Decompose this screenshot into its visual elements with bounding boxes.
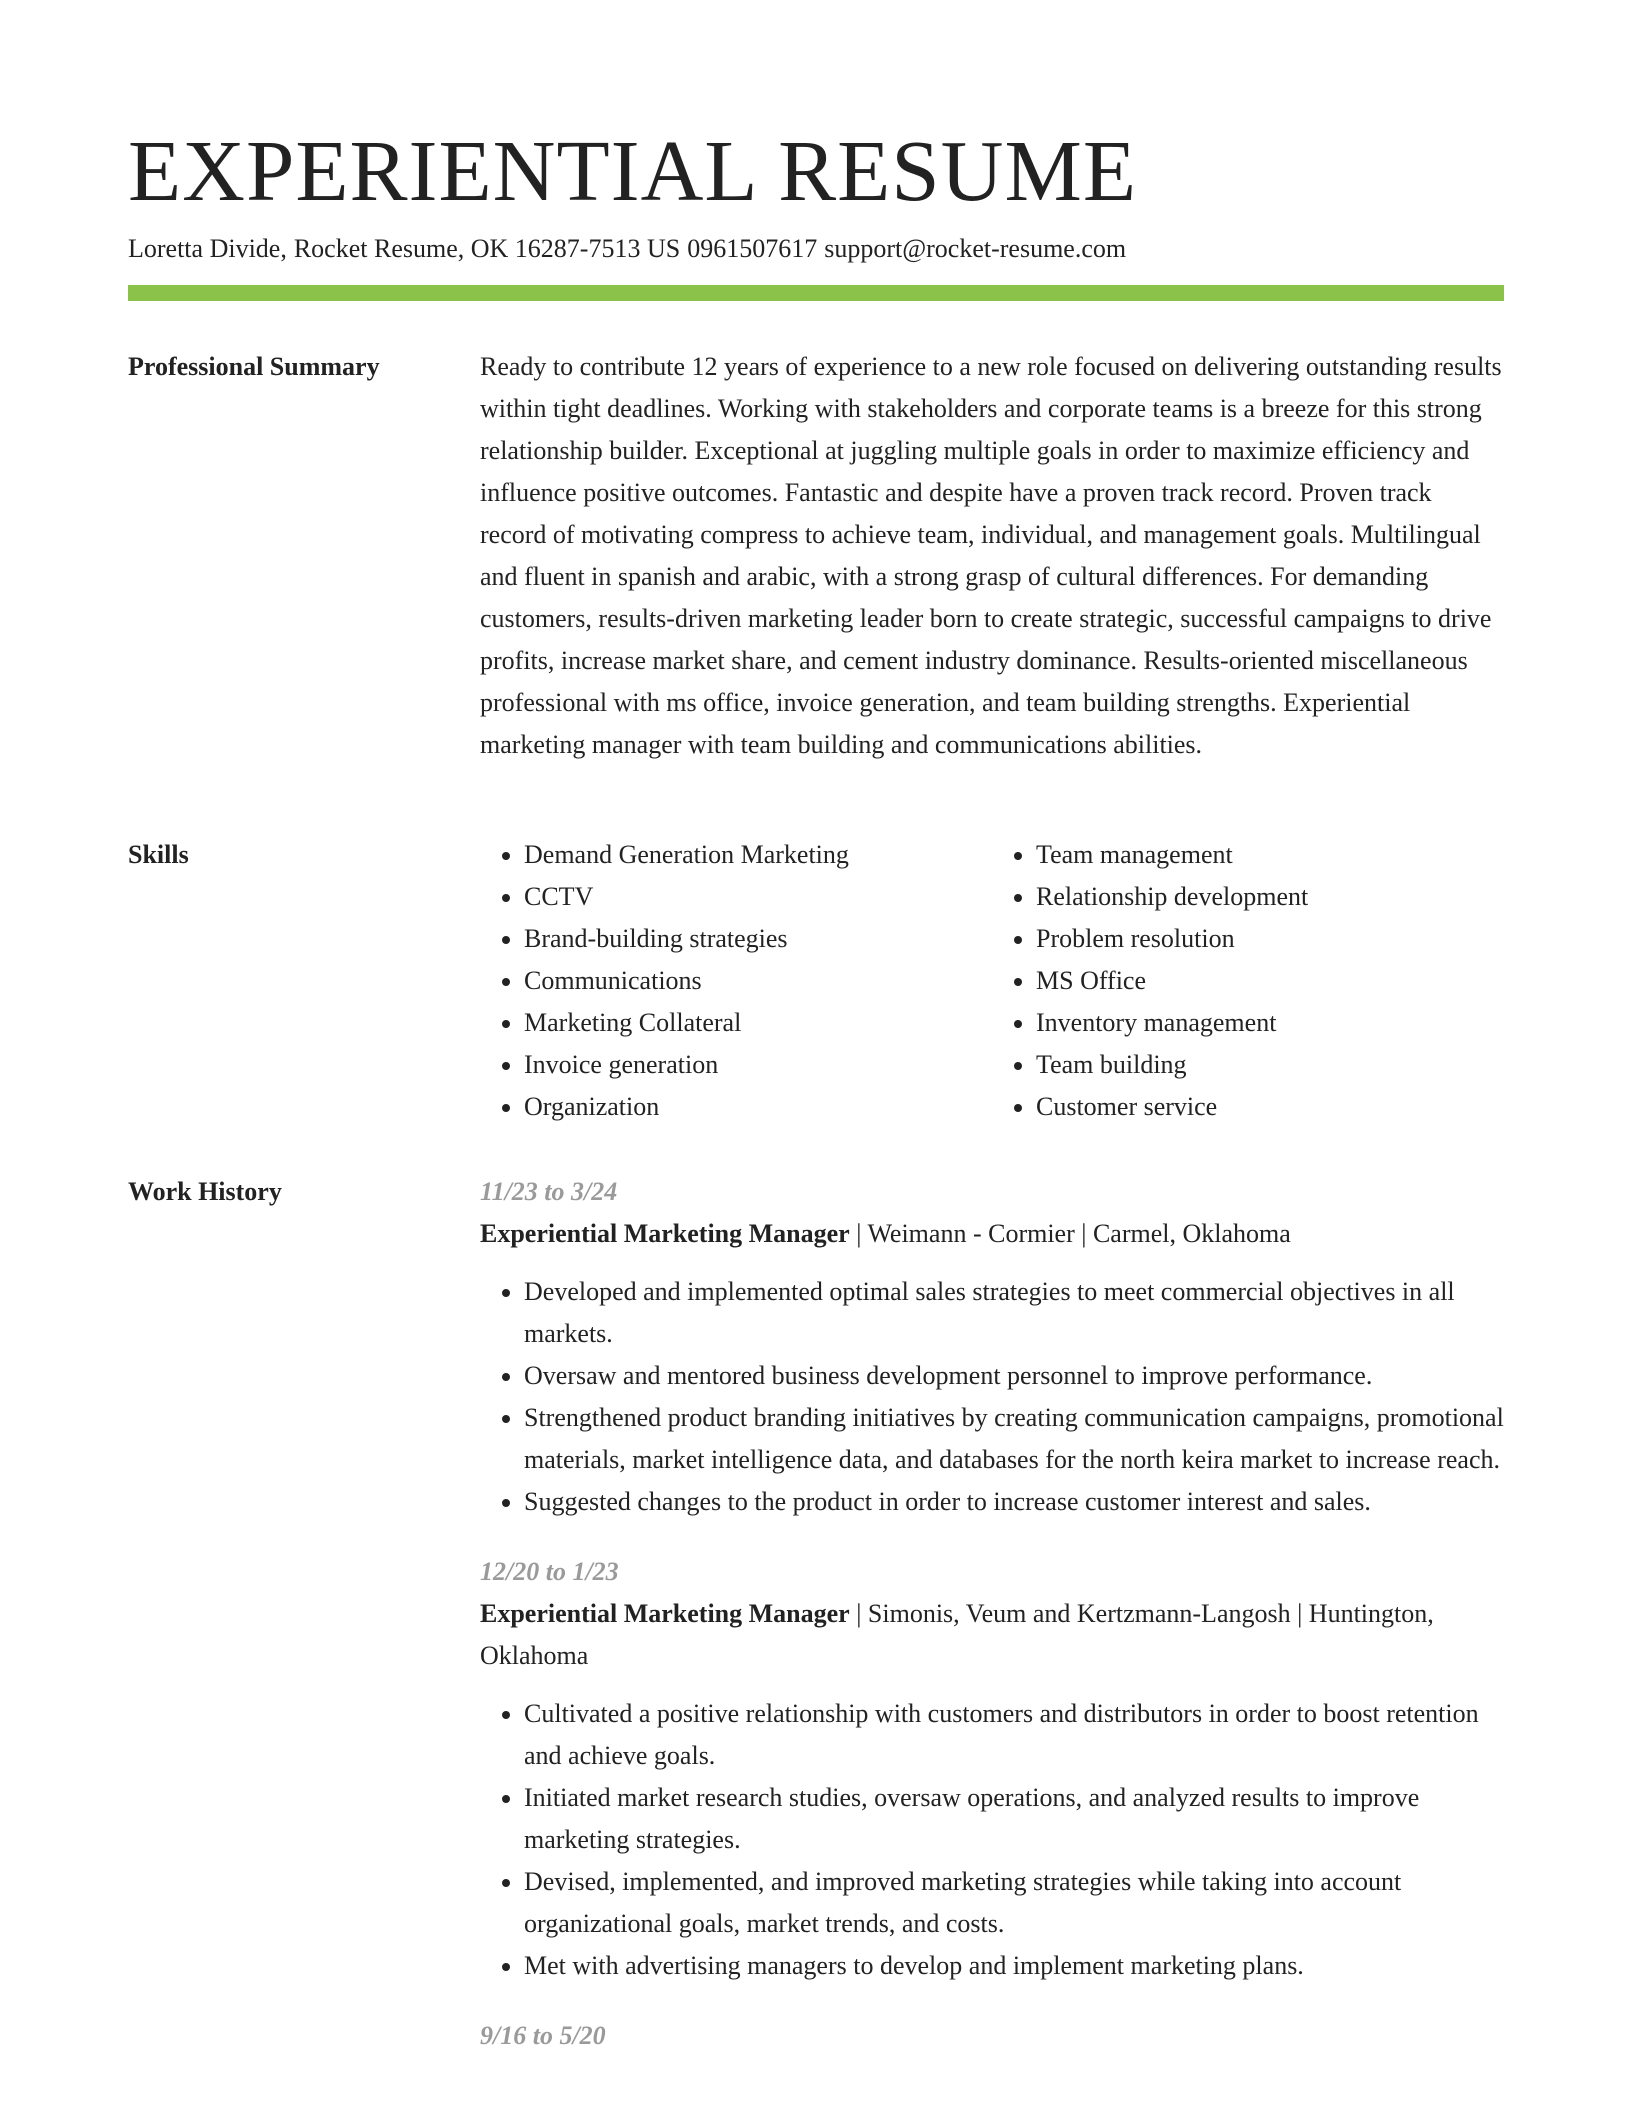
job-title: Experiential Marketing Manager (480, 1599, 850, 1628)
job-date: 12/20 to 1/23 (480, 1557, 619, 1586)
job-bullet: • Developed and implemented optimal sales strategies to meet commercial objectives in all markets. (524, 1271, 1504, 1355)
job-bullet: • Initiated market research studies, oversaw operations, and analyzed results to improve marketing strategies. (524, 1777, 1504, 1861)
job-bullets (480, 1271, 1504, 1523)
job-date: 11/23 to 3/24 (480, 1177, 618, 1206)
skill-item: • Team building (1036, 1044, 1504, 1086)
summary-heading: Professional Summary (128, 352, 380, 381)
skill-item: • Team management (1036, 834, 1504, 876)
contact-address: Rocket Resume, OK 16287-7513 US (293, 234, 681, 263)
skill-item: • Invoice generation (524, 1044, 992, 1086)
summary-body (480, 346, 1504, 766)
job-header (480, 1593, 1504, 1677)
job-bullet: • Oversaw and mentored business development personnel to improve performance. (524, 1355, 1504, 1397)
header-divider (128, 285, 1504, 301)
job-header (480, 1213, 1504, 1255)
contact-phone: 0961507617 (687, 234, 818, 263)
job-bullet: • Met with advertising managers to develop and implement marketing plans. (524, 1945, 1504, 1987)
skill-item: • Relationship development (1036, 876, 1504, 918)
skill-item: • Problem resolution (1036, 918, 1504, 960)
contact-email[interactable]: support@rocket-resume.com (824, 234, 1127, 263)
skill-item: • Customer service (1036, 1086, 1504, 1128)
contact-line (128, 232, 1126, 266)
skill-item: • MS Office (1036, 960, 1504, 1002)
job-title: Experiential Marketing Manager (480, 1219, 850, 1248)
job-date: 9/16 to 5/20 (480, 2021, 606, 2050)
job-entry (480, 2015, 1504, 2057)
job-bullet: • Strengthened product branding initiatives by creating communication campaigns, promotional materials, market intelligence data, and databases for the north keira market to increase reach. (524, 1397, 1504, 1481)
skill-item: • CCTV (524, 876, 992, 918)
job-bullet: • Devised, implemented, and improved marketing strategies while taking into account organizational goals, market trends, and costs. (524, 1861, 1504, 1945)
skills-list-left (480, 834, 992, 1128)
skill-item: • Communications (524, 960, 992, 1002)
job-bullets (480, 1693, 1504, 1987)
work-history-body (480, 1171, 1504, 2085)
job-details: | Simonis, Veum and Kertzmann-Langosh | Huntington, Oklahoma (480, 1599, 1434, 1670)
job-bullet: • Suggested changes to the product in order to increase customer interest and sales. (524, 1481, 1504, 1523)
job-bullet: • Cultivated a positive relationship with customers and distributors in order to boost retention and achieve goals. (524, 1693, 1504, 1777)
work-history-heading: Work History (128, 1177, 282, 1206)
contact-name: Loretta Divide, (128, 234, 287, 263)
job-entry (480, 1171, 1504, 1523)
skills-heading: Skills (128, 840, 189, 869)
resume-title: EXPERIENTIAL RESUME (128, 122, 1137, 219)
job-details: | Weimann - Cormier | Carmel, Oklahoma (849, 1219, 1291, 1248)
skill-item: • Demand Generation Marketing (524, 834, 992, 876)
summary-text: Ready to contribute 12 years of experience to a new role focused on delivering outstanding results within tight deadlines. Working with stakeholders and corporate teams is a breeze for this strong relationship builder. Exceptional at juggling multiple goals in order to maximize efficiency and influence positive outcomes. Fantastic and despite have a proven track record. Proven track record of motivating compress to achieve team, individual, and management goals. Multilingual and fluent in spanish and arabic, with a strong grasp of cultural differences. For demanding customers, results-driven marketing leader born to create strategic, successful campaigns to drive profits, increase market share, and cement industry dominance. Results-oriented miscellaneous professional with ms office, invoice generation, and team building strengths. Experiential marketing manager with team building and communications abilities. (480, 352, 1502, 759)
job-entry (480, 1551, 1504, 1987)
skill-item: • Brand-building strategies (524, 918, 992, 960)
skills-list-right (992, 834, 1504, 1128)
skill-item: • Inventory management (1036, 1002, 1504, 1044)
skill-item: • Marketing Collateral (524, 1002, 992, 1044)
skills-body (480, 834, 1504, 1128)
skill-item: • Organization (524, 1086, 992, 1128)
